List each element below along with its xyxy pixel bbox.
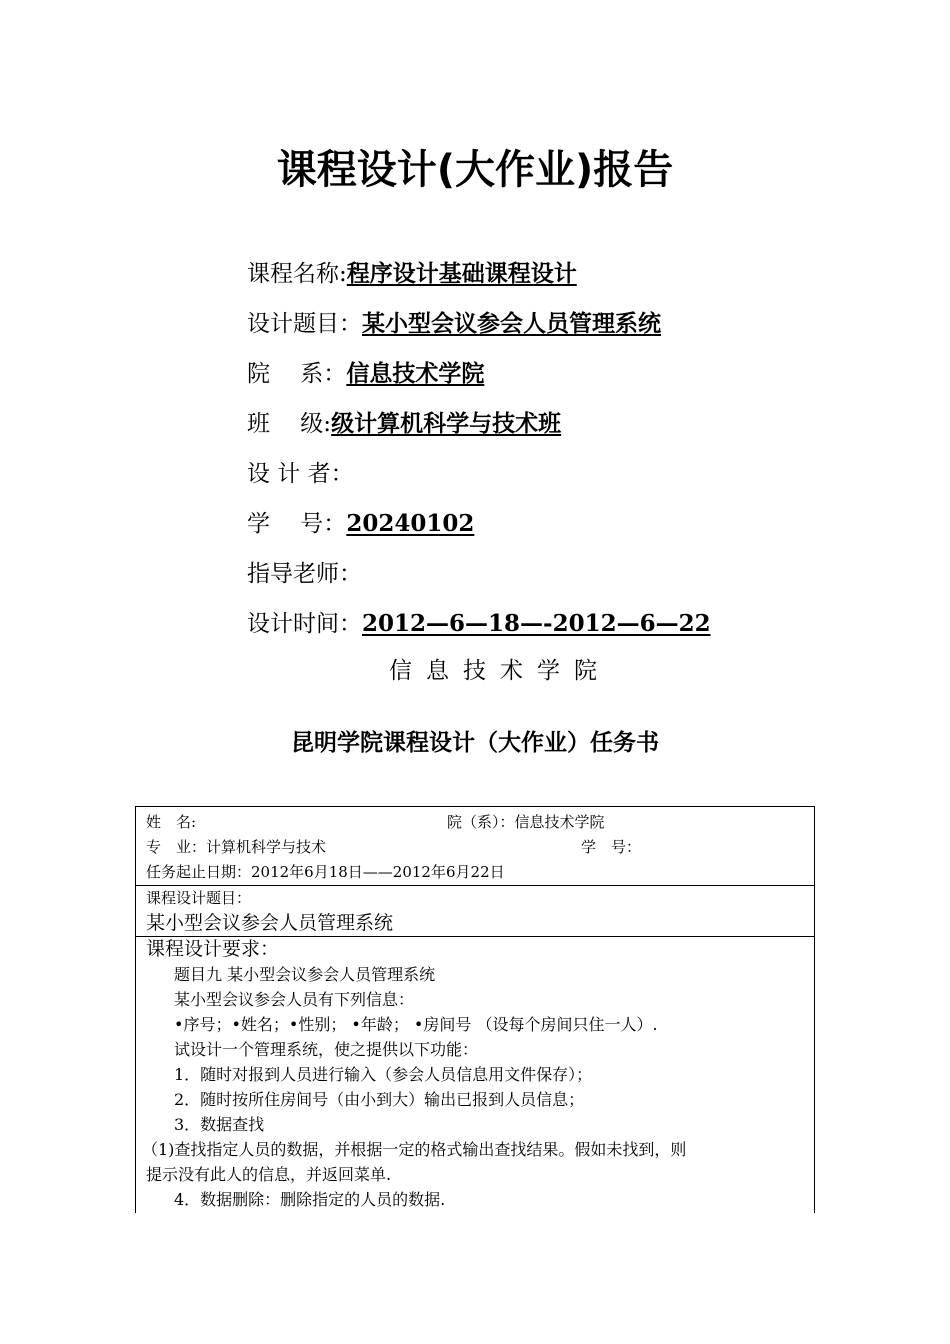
design-time-value: 2012—6—18—-2012—6—22	[362, 610, 711, 637]
student-id-label: 学 号：	[247, 511, 347, 537]
task-dates: 任务起止日期：2012年6月18日——2012年6月22日	[146, 863, 505, 881]
class-label: 班 级:	[247, 411, 332, 437]
requirements-label: 课程设计要求：	[146, 938, 280, 960]
requirement-line: 试设计一个管理系统，使之提供以下功能：	[174, 1040, 479, 1059]
course-name-row	[247, 256, 577, 292]
requirement-line: 提示没有此人的信息，并返回菜单.	[146, 1165, 392, 1184]
design-topic-value: 某小型会议参会人员管理系统	[362, 310, 661, 337]
class-row	[247, 406, 561, 442]
department-row	[247, 356, 484, 392]
student-id-field-label: 学 号：	[581, 838, 642, 856]
dept-info: 院（系）：信息技术学院	[447, 813, 605, 831]
advisor-label: 指导老师：	[247, 561, 362, 587]
major-info: 专 业：计算机科学与技术	[146, 838, 327, 856]
requirement-line: •序号；•姓名；•性别； •年龄； •房间号 （设每个房间只住一人）.	[174, 1015, 658, 1034]
requirement-line: 某小型会议参会人员有下列信息：	[174, 990, 415, 1009]
advisor-row	[247, 556, 362, 592]
student-id-row	[247, 506, 474, 542]
department-value: 信息技术学院	[346, 360, 485, 387]
design-time-row	[247, 606, 711, 642]
name-label: 姓 名:	[146, 813, 197, 831]
requirement-line: （1)查找指定人员的数据，并根据一定的格式输出查找结果。假如未找到，则	[142, 1140, 687, 1159]
requirement-line: 1．随时对报到人员进行输入（参会人员信息用文件保存）；	[174, 1065, 593, 1084]
course-name-label: 课程名称:	[247, 261, 347, 287]
requirement-line: 4．数据删除：删除指定的人员的数据.	[174, 1190, 446, 1209]
requirement-line: 3．数据查找	[174, 1115, 265, 1134]
design-time-label: 设计时间：	[247, 611, 362, 637]
class-value: 级计算机科学与技术班	[331, 410, 562, 437]
designer-label: 设 计 者：	[247, 461, 354, 487]
student-info-cell	[136, 807, 814, 886]
designer-row	[247, 456, 354, 492]
topic-value: 某小型会议参会人员管理系统	[146, 912, 394, 934]
course-name-value: 程序设计基础课程设计	[346, 260, 577, 287]
design-topic-label: 设计题目：	[247, 311, 362, 337]
task-table	[135, 806, 815, 1213]
topic-label: 课程设计题目：	[146, 889, 252, 907]
requirement-line: 题目九 某小型会议参会人员管理系统	[174, 965, 436, 984]
topic-cell	[136, 886, 814, 937]
department-label: 院 系：	[247, 361, 347, 387]
report-title: 课程设计(大作业)报告	[276, 147, 674, 193]
student-id-value: 20240102	[346, 510, 475, 537]
school-name: 信息技术学院	[389, 658, 611, 684]
design-topic-row	[247, 306, 661, 342]
task-book-title: 昆明学院课程设计（大作业）任务书	[291, 730, 659, 756]
requirement-line: 2．随时按所住房间号（由小到大）输出已报到人员信息；	[174, 1090, 585, 1109]
